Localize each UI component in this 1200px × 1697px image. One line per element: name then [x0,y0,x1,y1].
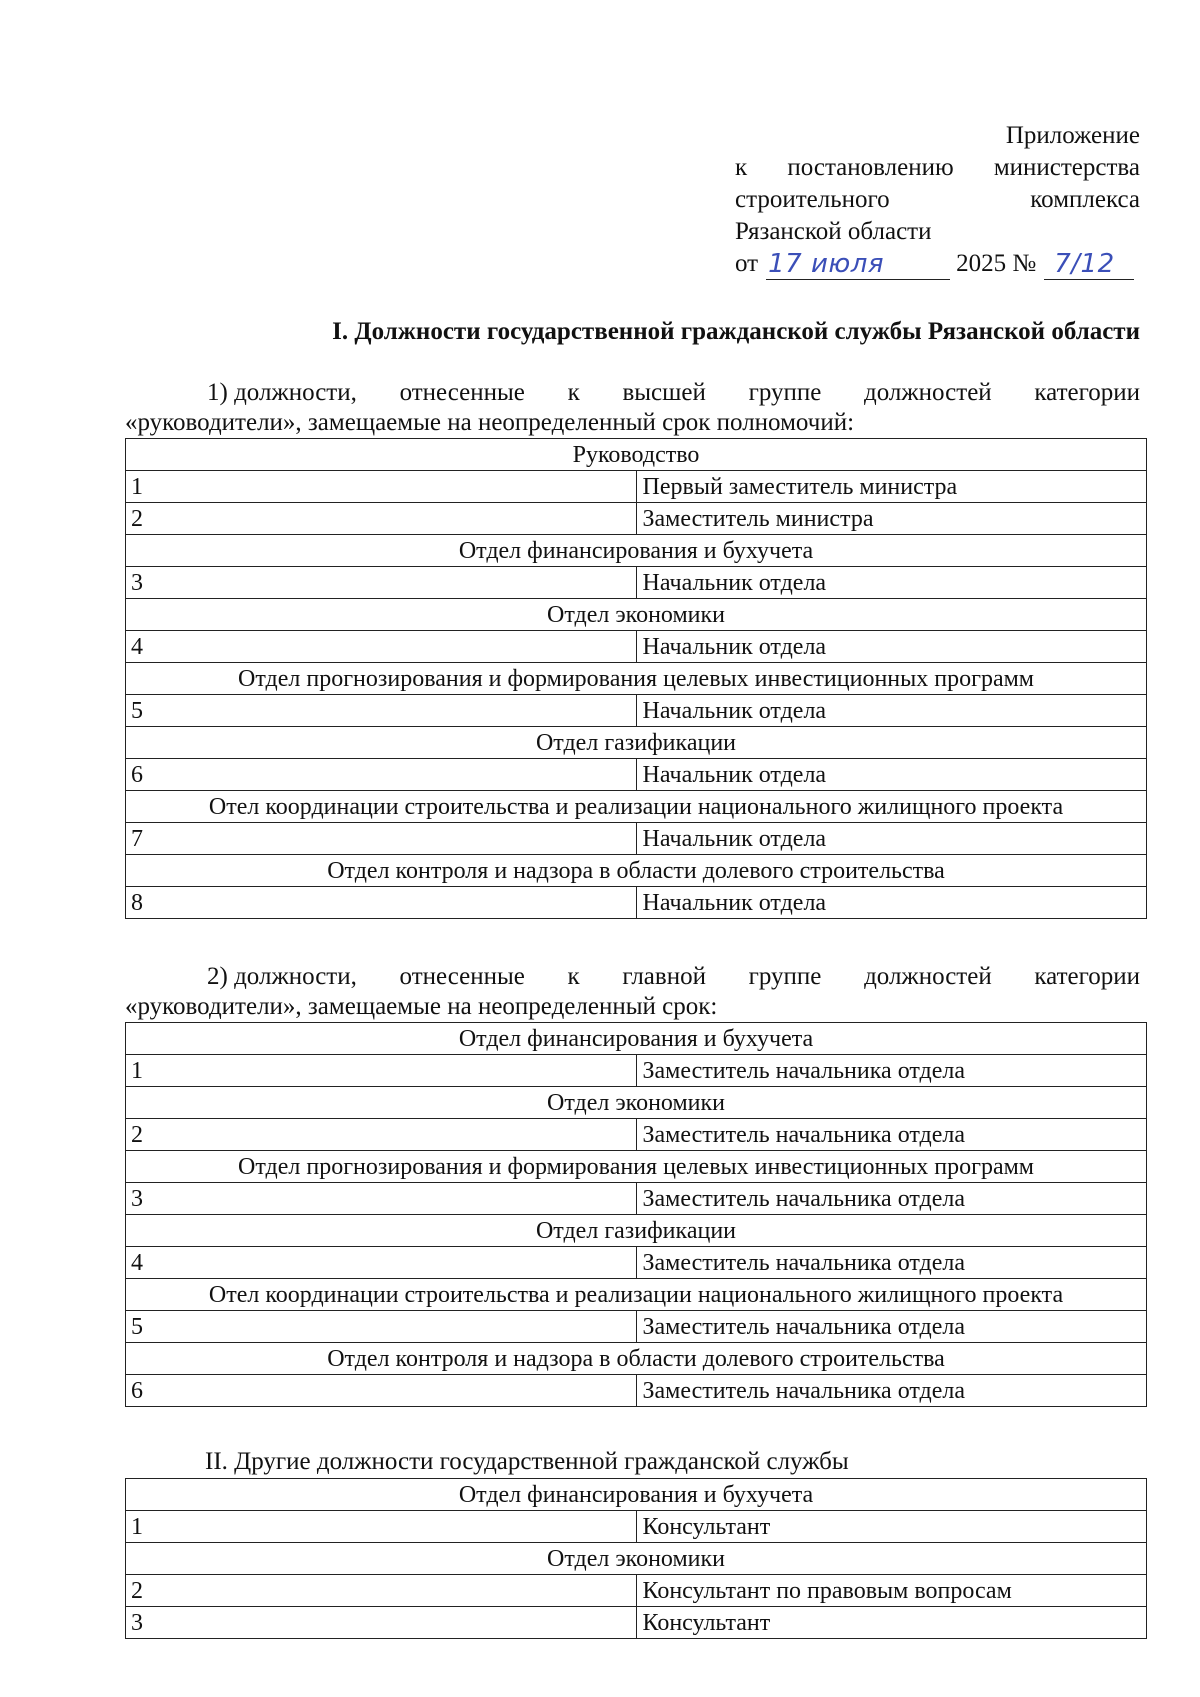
department-name: Отдел прогнозирования и формирования целевых инвестиционных программ [126,663,1147,695]
intro-word: 1) должности, [207,379,357,406]
position-title: Начальник отдела [636,823,1147,855]
position-title: Начальник отдела [636,695,1147,727]
header-word: министерства [993,154,1140,181]
table-row [126,695,1147,727]
department-header-row [126,439,1147,471]
table-row [126,1511,1147,1543]
department-name: Отдел экономики [126,1087,1147,1119]
table-row [126,1375,1147,1407]
row-number: 3 [126,567,637,599]
row-number: 6 [126,1375,637,1407]
row-number: 1 [126,1055,637,1087]
header-region: Рязанской области [735,218,932,245]
department-name: Отдел контроля и надзора в области долевого строительства [126,1343,1147,1375]
department-name: Отдел экономики [126,1543,1147,1575]
position-title: Начальник отдела [636,759,1147,791]
table-row [126,1119,1147,1151]
header-date-line [735,248,1140,280]
department-header-row [126,727,1147,759]
department-header-row [126,1023,1147,1055]
department-name: Отдел финансирования и бухучета [126,1479,1147,1511]
position-title: Заместитель министра [636,503,1147,535]
intro-word: 2) должности, [207,963,357,990]
table-row [126,471,1147,503]
position-title: Заместитель начальника отдела [636,1375,1147,1407]
department-header-row [126,791,1147,823]
position-title: Начальник отдела [636,631,1147,663]
header-line-2 [735,152,1140,184]
handwritten-number: 7/12 [1044,249,1134,280]
handwritten-date: 17 июля [766,249,950,280]
department-name: Отдел экономики [126,599,1147,631]
row-number: 3 [126,1607,637,1639]
header-line-3 [735,184,1140,216]
department-name: Отдел контроля и надзора в области долевого строительства [126,855,1147,887]
table-row [126,503,1147,535]
header-line-1 [735,120,1140,152]
row-number: 4 [126,1247,637,1279]
position-title: Заместитель начальника отдела [636,1119,1147,1151]
department-header-row [126,535,1147,567]
department-header-row [126,663,1147,695]
header-word: строительного [735,186,890,213]
intro-word: отнесенные [399,379,525,406]
intro-word: должностей [864,963,992,990]
row-number: 6 [126,759,637,791]
department-name: Отел координации строительства и реализации национального жилищного проекта [126,791,1147,823]
position-title: Консультант [636,1511,1147,1543]
row-number: 1 [126,471,637,503]
position-title: Начальник отдела [636,567,1147,599]
table-row [126,759,1147,791]
position-title: Заместитель начальника отдела [636,1055,1147,1087]
table-row [126,823,1147,855]
date-prefix: от [735,250,759,277]
intro-word: отнесенные [399,963,525,990]
position-title: Начальник отдела [636,887,1147,919]
header-word: к [735,154,748,181]
position-title: Заместитель начальника отдела [636,1183,1147,1215]
department-header-row [126,599,1147,631]
department-header-row [126,1151,1147,1183]
position-title: Консультант [636,1607,1147,1639]
department-name: Отдел прогнозирования и формирования целевых инвестиционных программ [126,1151,1147,1183]
department-name: Отдел финансирования и бухучета [126,1023,1147,1055]
intro-word: категории [1034,963,1140,990]
intro-word: категории [1034,379,1140,406]
row-number: 5 [126,1311,637,1343]
table-row [126,1183,1147,1215]
row-number: 3 [126,1183,637,1215]
table-row [126,1055,1147,1087]
department-header-row [126,1543,1147,1575]
row-number: 2 [126,503,637,535]
row-number: 2 [126,1119,637,1151]
group-2-intro-line-2: «руководители», замещаемые на неопределенный срок: [125,993,718,1020]
department-name: Отдел газификации [126,727,1147,759]
department-name: Отдел финансирования и бухучета [126,535,1147,567]
header-appendix-word: Приложение [1005,122,1140,149]
group-2-intro [125,962,1140,1022]
table-row [126,1607,1147,1639]
group-1-intro [125,378,1140,438]
table-row [126,1311,1147,1343]
intro-word: к [567,379,580,406]
section-1-title: I. Должности государственной гражданской службы Рязанской области [332,318,1140,345]
intro-word: высшей [622,379,706,406]
position-title: Заместитель начальника отдела [636,1247,1147,1279]
department-header-row [126,855,1147,887]
group-1-intro-line-1 [125,378,1140,408]
intro-word: группе [748,379,822,406]
table-row [126,631,1147,663]
year-number-label: 2025 № [956,250,1037,277]
intro-word: главной [622,963,706,990]
position-title: Заместитель начальника отдела [636,1311,1147,1343]
section-2-positions-table [125,1478,1147,1639]
appendix-header [735,120,1140,280]
row-number: 2 [126,1575,637,1607]
position-title: Первый заместитель министра [636,471,1147,503]
table-row [126,1575,1147,1607]
department-header-row [126,1087,1147,1119]
table-row [126,567,1147,599]
header-word: комплекса [1030,186,1140,213]
row-number: 4 [126,631,637,663]
group-1-positions-table [125,438,1147,919]
intro-word: группе [748,963,822,990]
department-header-row [126,1215,1147,1247]
department-name: Отел координации строительства и реализации национального жилищного проекта [126,1279,1147,1311]
department-name: Отдел газификации [126,1215,1147,1247]
department-name: Руководство [126,439,1147,471]
table-row [126,1247,1147,1279]
department-header-row [126,1343,1147,1375]
row-number: 5 [126,695,637,727]
row-number: 1 [126,1511,637,1543]
group-2-positions-table [125,1022,1147,1407]
department-header-row [126,1479,1147,1511]
row-number: 8 [126,887,637,919]
position-title: Консультант по правовым вопросам [636,1575,1147,1607]
header-word: постановлению [787,154,954,181]
intro-word: должностей [864,379,992,406]
group-2-intro-line-1 [125,962,1140,992]
intro-word: к [567,963,580,990]
header-line-4 [735,216,1140,248]
department-header-row [126,1279,1147,1311]
section-2-title: II. Другие должности государственной гражданской службы [205,1448,849,1475]
row-number: 7 [126,823,637,855]
table-row [126,887,1147,919]
group-1-intro-line-2: «руководители», замещаемые на неопределенный срок полномочий: [125,409,855,436]
